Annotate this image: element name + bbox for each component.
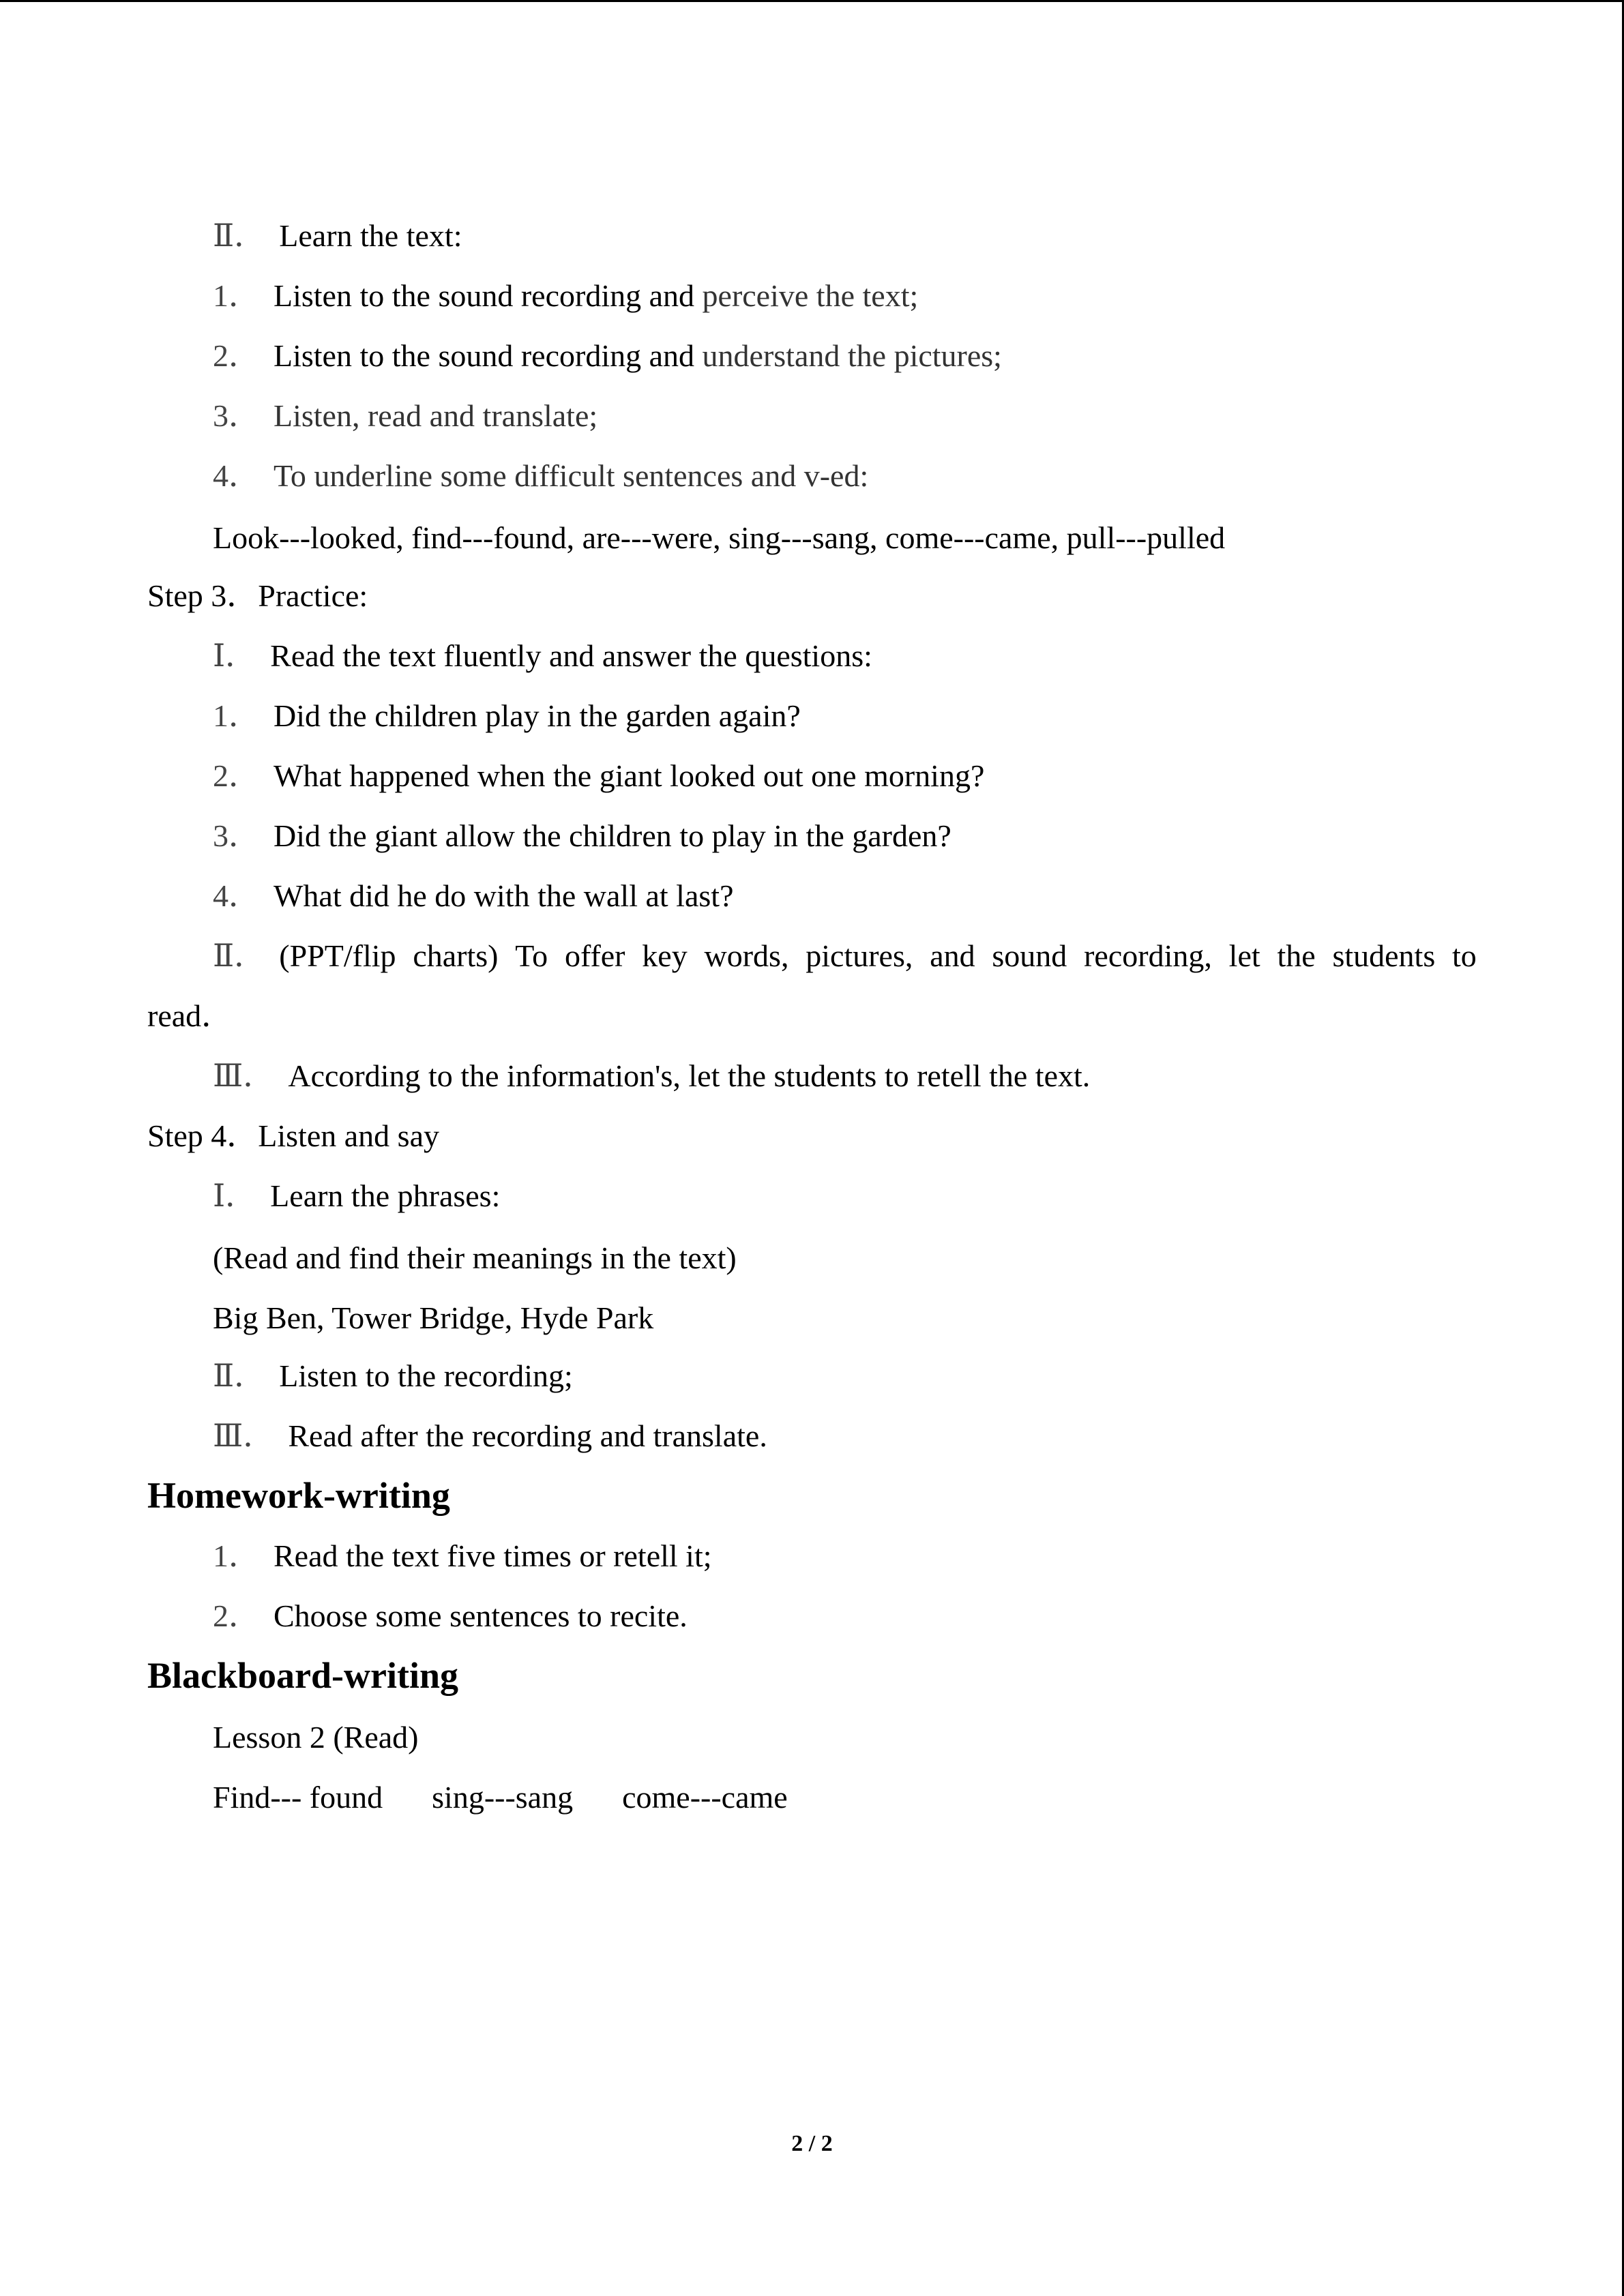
- step3-part2-line: Ⅱ． (PPT/flip charts) To offer key words, pictures, and sound recording, let the students to: [213, 936, 1477, 976]
- page-border-top: [0, 0, 1624, 2]
- step3-part2-first-word: Ⅱ． (PPT/flip: [213, 938, 396, 973]
- step3-title: Step 3．Practice:: [147, 578, 368, 613]
- question-item: 2． What happened when the giant looked out one morning?: [213, 758, 985, 793]
- list-item: 2． Choose some sentences to recite.: [213, 1598, 688, 1633]
- step3-part1: Ⅰ． Read the text fluently and answer the questions:: [213, 638, 872, 673]
- step3-part2-continuation: read．: [147, 998, 233, 1033]
- step4-title: Step 4．Listen and say: [147, 1118, 439, 1153]
- step4-part1: Ⅰ． Learn the phrases:: [213, 1178, 501, 1213]
- list-item: 2． Listen to the sound recording and understand the pictures;: [213, 338, 1002, 373]
- blackboard-lesson: Lesson 2 (Read): [213, 1720, 419, 1755]
- step4-phrases: Big Ben, Tower Bridge, Hyde Park: [213, 1300, 654, 1335]
- list-item: 3． Listen, read and translate;: [213, 398, 598, 433]
- step4-part2: Ⅱ． Listen to the recording;: [213, 1358, 573, 1393]
- learn-text-heading: Ⅱ． Learn the text:: [213, 218, 462, 253]
- homework-heading: Homework-writing: [147, 1475, 450, 1516]
- list-item: 1． Read the text five times or retell it;: [213, 1538, 712, 1573]
- step4-part3: Ⅲ． Read after the recording and translate.: [213, 1418, 767, 1453]
- blackboard-pairs: Find--- found sing---sang come---came: [213, 1780, 788, 1815]
- question-item: 3． Did the giant allow the children to play in the garden?: [213, 818, 951, 853]
- list-item: 4． To underline some difficult sentences and v-ed:: [213, 458, 869, 493]
- page-number: 2 / 2: [791, 2131, 833, 2156]
- step4-note: (Read and find their meanings in the text): [213, 1240, 737, 1275]
- step3-part3: Ⅲ． According to the information's, let the students to retell the text.: [213, 1058, 1091, 1093]
- question-item: 4． What did he do with the wall at last?: [213, 878, 734, 913]
- question-item: 1． Did the children play in the garden again?: [213, 698, 801, 733]
- blackboard-heading: Blackboard-writing: [147, 1655, 459, 1696]
- list-item: 1． Listen to the sound recording and perceive the text;: [213, 278, 919, 313]
- verb-forms-line: Look---looked, find---found, are---were, sing---sang, come---came, pull---pulled: [213, 520, 1226, 555]
